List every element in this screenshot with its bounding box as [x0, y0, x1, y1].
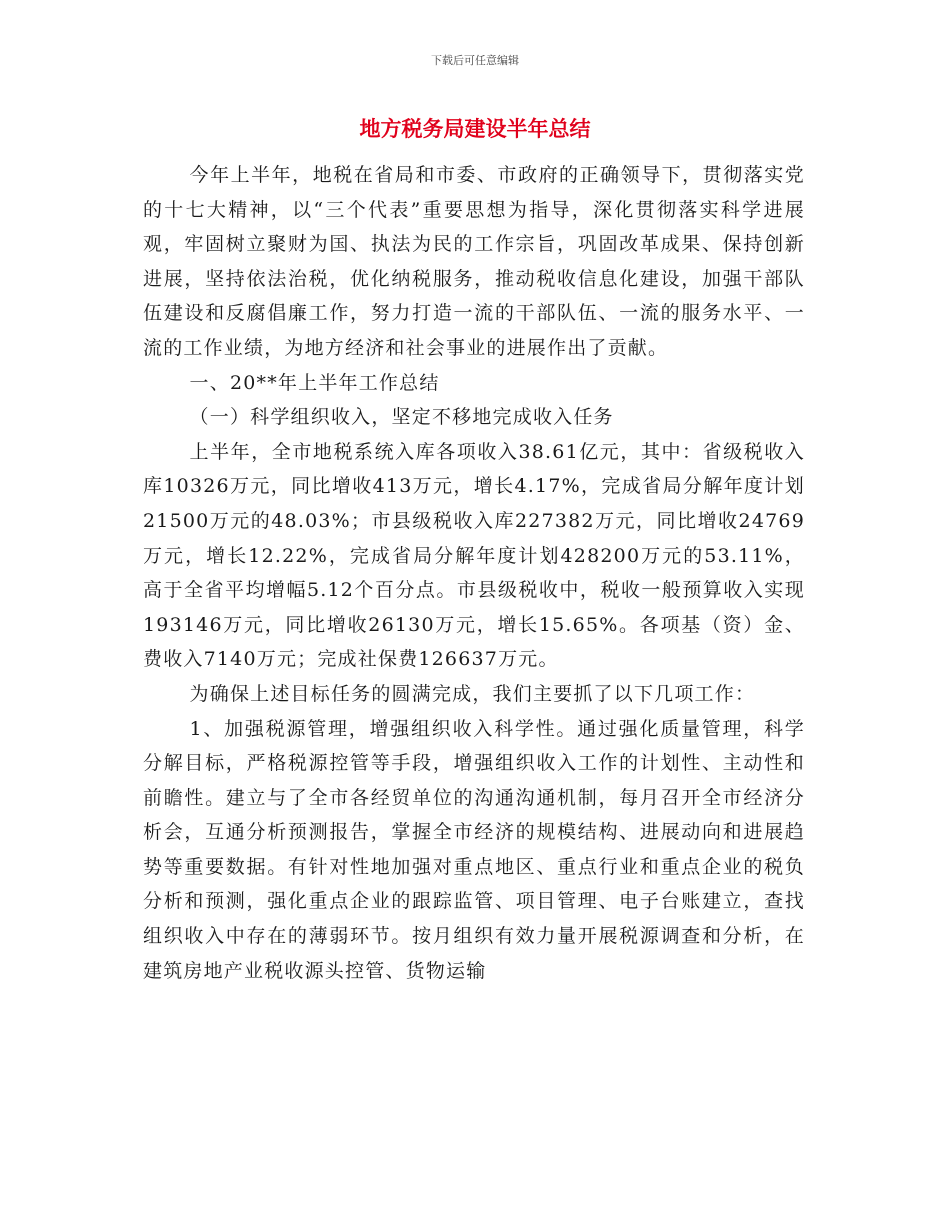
paragraph-measures-intro: 为确保上述目标任务的圆满完成，我们主要抓了以下几项工作： [189, 682, 756, 705]
page-header: 下载后可任意编辑 [431, 54, 519, 67]
document-title: 地方税务局建设半年总结 [359, 117, 591, 141]
document-body [143, 158, 805, 988]
paragraph-intro: 今年上半年，地税在省局和市委、市政府的正确领导下，贯彻落实党的十七大精神，以“三个代表”重要思想为指导，深化贯彻落实科学进展观，牢固树立聚财为国、执法为民的工作宗旨，巩固改革成果、保持创新进展，坚持依法治税，优化纳税服务，推动税收信息化建设，加强干部队伍建设和反腐倡廉工作，努力打造一流的干部队伍、一流的服务水平、一流的工作业绩，为地方经济和社会事业的进展作出了贡献。 [143, 164, 805, 359]
section-heading: 一、20**年上半年工作总结 [189, 371, 440, 394]
subsection-heading: （一）科学组织收入，坚定不移地完成收入任务 [189, 406, 614, 429]
paragraph-revenue: 上半年，全市地税系统入库各项收入38.61亿元，其中：省级税收入库10326万元，同比增收413万元，增长4.17%，完成省局分解年度计划21500万元的48.03%；市县级税收入库227382万元，同比增收24769万元，增长12.22%，完成省局分解年度计划428200万元的53.11%，高于全省平均增幅5.12个百分点。市县级税收中，税收一般预算收入实现193146万元，同比增收26130万元，增长15.65%。各项基（资）金、费收入7140万元；完成社保费126637万元。 [143, 440, 805, 671]
paragraph-measure-1: 1、加强税源管理，增强组织收入科学性。通过强化质量管理，科学分解目标，严格税源控管等手段，增强组织收入工作的计划性、主动性和前瞻性。建立与了全市各经贸单位的沟通沟通机制，每月召开全市经济分析会，互通分析预测报告，掌握全市经济的规模结构、进展动向和进展趋势等重要数据。有针对性地加强对重点地区、重点行业和重点企业的税负分析和预测，强化重点企业的跟踪监管、项目管理、电子台账建立，查找组织收入中存在的薄弱环节。按月组织有效力量开展税源调查和分析，在建筑房地产业税收源头控管、货物运输 [143, 717, 805, 982]
